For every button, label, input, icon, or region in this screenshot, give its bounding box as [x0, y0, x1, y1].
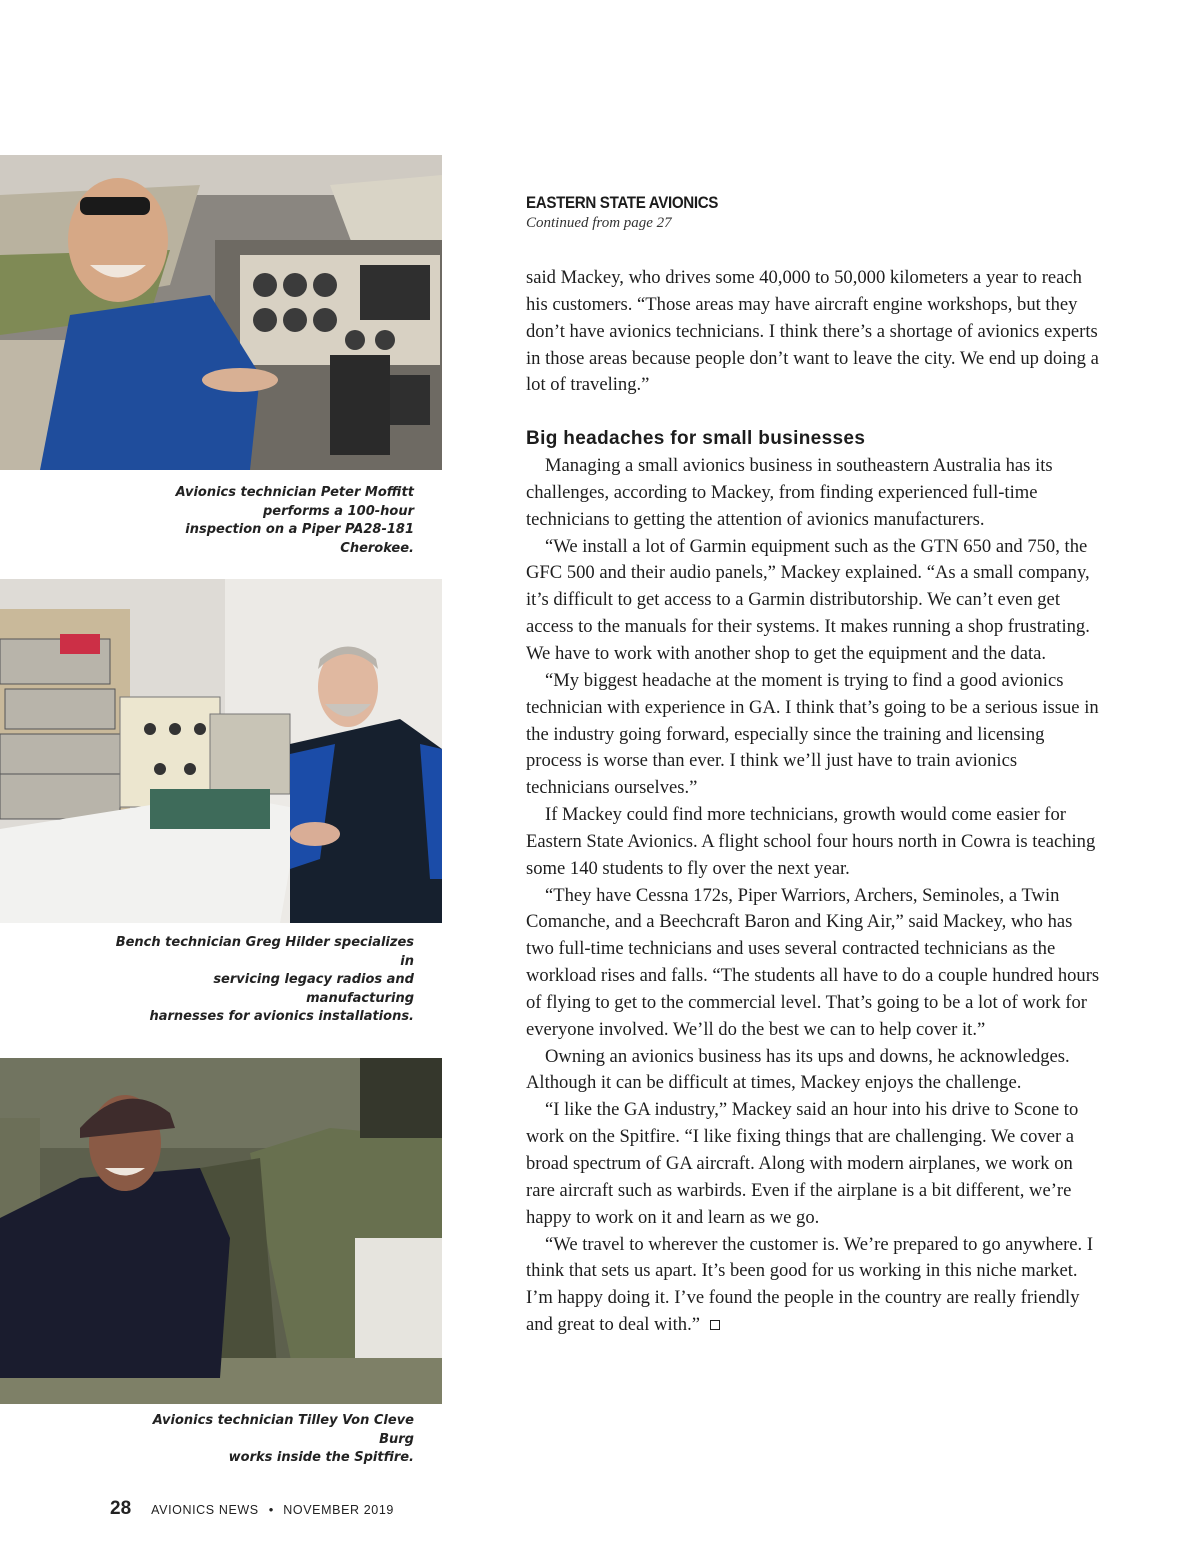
- caption-line: inspection on a Piper PA28-181 Cherokee.: [185, 522, 414, 556]
- article-paragraph: “They have Cessna 172s, Piper Warriors, Archers, Seminoles, a Twin Comanche, and a Beechcraft Baron and King Air,” said Mackey, who has two full-time technicians and uses several contracted technicians as the workload rises and falls. “The students all have to do a couple hundred hours of flying to get to the commercial level. That’s going to be a lot of work for everyone involved. We’ll do the best we can to help cover it.”: [526, 884, 1100, 1040]
- caption-line: harnesses for avionics installations.: [149, 1009, 414, 1024]
- spitfire-image: [0, 1058, 442, 1404]
- photo-caption: [114, 1412, 414, 1468]
- article-paragraph-text: “We travel to wherever the customer is. We’re prepared to go anywhere. I think that sets us apart. It’s been good for us working in this niche market. I’m happy doing it. I’ve found the people in the country are really friendly and great to deal with.”: [526, 1233, 1094, 1336]
- caption-line: Bench technician Greg Hilder specializes in: [115, 935, 414, 969]
- photo-caption: [114, 484, 414, 558]
- article-paragraph: “My biggest headache at the moment is trying to find a good avionics technician with experience in GA. I think that’s going to be a serious issue in the industry going forward, especially since the training and licensing process is worse than ever. I think we’ll just have to train avionics technicians ourselves.”: [526, 669, 1099, 799]
- article-paragraph-last: [526, 1232, 1100, 1339]
- end-mark-icon: [710, 1320, 720, 1330]
- photo-workbench: [0, 579, 442, 923]
- photo-spitfire: [0, 1058, 442, 1404]
- section-title: EASTERN STATE AVIONICS: [526, 194, 719, 212]
- caption-line: servicing legacy radios and manufacturing: [213, 972, 414, 1006]
- page-number: 28: [110, 1498, 132, 1519]
- article-paragraph: “We install a lot of Garmin equipment such as the GTN 650 and 750, the GFC 500 and their audio panels,” Mackey explained. “As a small company, it’s difficult to get access to a Garmin distributorship. We can’t even get access to the manuals for their systems. It makes running a shop frustrating. We have to work with another shop to get the equipment and the data.: [526, 535, 1090, 664]
- cockpit-image: [0, 155, 442, 470]
- continued-note: Continued from page 27: [526, 215, 672, 231]
- article-paragraph: If Mackey could find more technicians, growth would come easier for Eastern State Avionics. A flight school four hours north in Cowra is teaching some 140 students to fly over the next year.: [526, 804, 1096, 879]
- article-paragraph: Managing a small avionics business in southeastern Australia has its challenges, according to Mackey, from finding experienced full-time technicians to getting the attention of avionics manufacturers.: [526, 455, 1053, 530]
- photo-cockpit: [0, 155, 442, 470]
- article-paragraph: “I like the GA industry,” Mackey said an hour into his drive to Scone to work on the Spitfire. “I like fixing things that are challenging. We cover a broad spectrum of GA aircraft. Along with modern airplanes, we work on rare aircraft such as warbirds. Even if the airplane is a bit different, we’re happy to work on it and learn as we go.: [526, 1099, 1079, 1228]
- caption-line: Avionics technician Peter Moffitt performs a 100-hour: [175, 485, 414, 519]
- workbench-image: [0, 579, 442, 923]
- photo-caption: [114, 934, 414, 1027]
- caption-line: works inside the Spitfire.: [228, 1450, 414, 1465]
- footer-separator: •: [268, 1502, 274, 1517]
- article-body: [526, 265, 1100, 1339]
- caption-line: Avionics technician Tilley Von Cleve Burg: [152, 1413, 414, 1447]
- article-paragraph: Owning an avionics business has its ups and downs, he acknowledges. Although it can be difficult at times, Mackey enjoys the challenge.: [526, 1045, 1070, 1094]
- publication-name: AVIONICS NEWS: [151, 1503, 259, 1517]
- subheading: Big headaches for small businesses: [526, 428, 866, 450]
- article-paragraph: said Mackey, who drives some 40,000 to 50,000 kilometers a year to reach his customers. “Those areas may have aircraft engine workshops, but they don’t have avionics technicians. I think there’s a shortage of avionics experts in those areas because people don’t want to leave the city. We end up doing a lot of traveling.”: [526, 267, 1099, 396]
- page-footer: [110, 1498, 394, 1520]
- issue-date: NOVEMBER 2019: [283, 1503, 394, 1517]
